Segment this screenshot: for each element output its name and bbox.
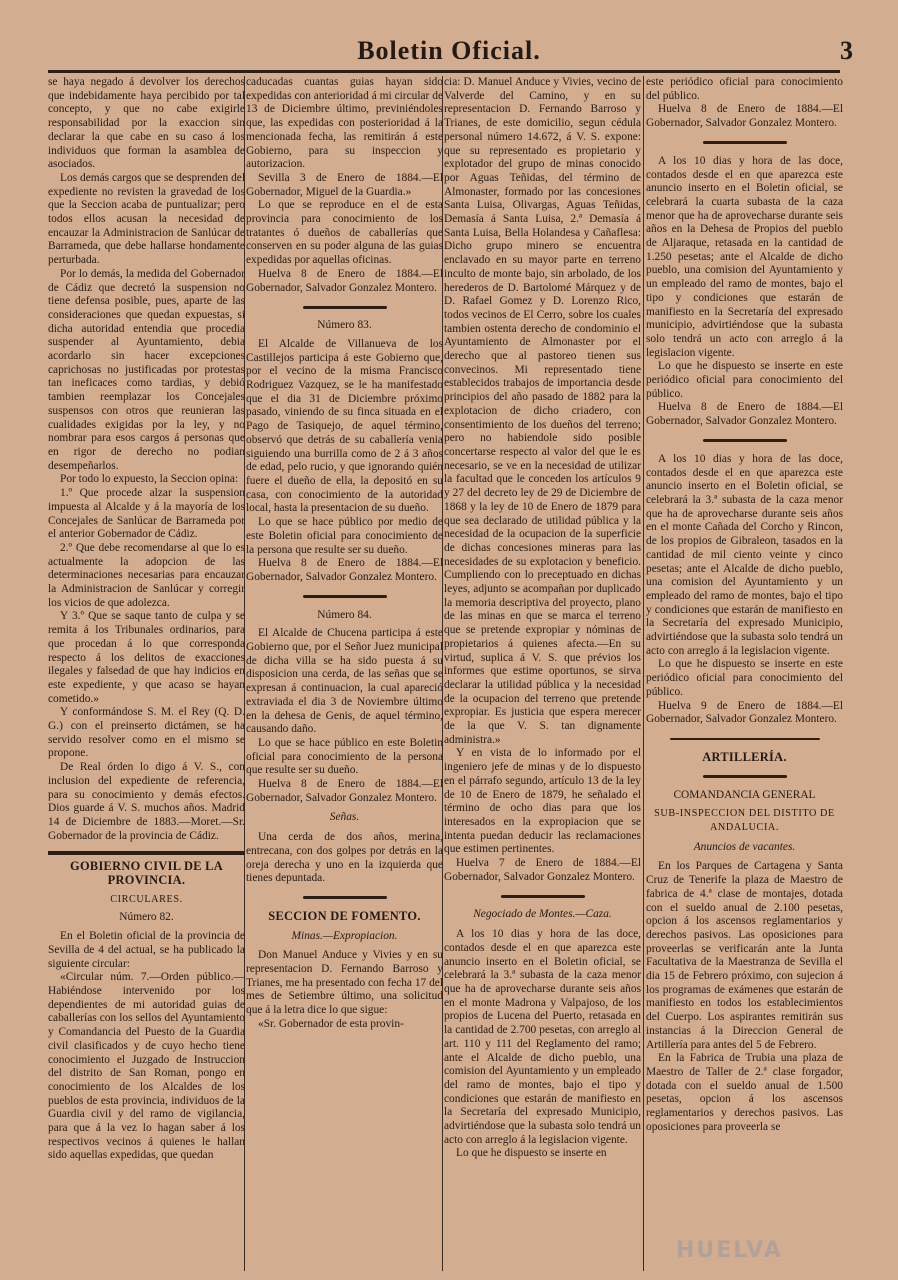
item-number: Número 84. (317, 608, 372, 621)
paragraph: Don Manuel Anduce y Vivies y en su representacion D. Fernando Barroso y Trianes, me ha presentado con fecha 17 del mes de Setiembre último, una solicitud que á la letra dice lo que sigue: (246, 949, 443, 1017)
newspaper-title: Boletin Oficial. (357, 36, 541, 65)
paragraph: Huelva 9 de Enero de 1884.—El Gobernador, Salvador Gonzalez Montero. (646, 699, 843, 726)
column-3 (444, 76, 641, 1271)
paragraph: Huelva 8 de Enero de 1884.—El Gobernador, Salvador Gonzalez Montero. (246, 557, 443, 583)
paragraph: A los 10 dias y hora de las doce, contados desde el en que aparezca este anuncio inserto en el Boletin oficial, se celebrará la 3.ª subasta de la caza menor que ha de aprovecharse durante seis años en el monte Madrona y Valpajoso, de los propios de Lucena del Puerto, retasada en la cantidad de 2.700 pesetas, con arreglo al art. 110 y 111 del Reglamento del ramo; ante el Alcalde de dicho pueblo, una comision del Ayuntamiento y un empleado del ramo de montes, bajo el tipo y condiciones que estarán de manifiesto en la Secretaría del expresado Municipio, advirtiéndose que la subasta solo tendrá un acto con arreglo á la legislacion vigente. (444, 928, 641, 1146)
paragraph: Sevilla 3 de Enero de 1884.—El Gobernador, Miguel de la Guardia.» (246, 171, 443, 198)
paragraph: Lo que se hace público en este Boletin oficial para conocimiento de la persona que resulte ser su dueño. (246, 736, 443, 777)
archive-watermark: HUELVA (676, 1238, 783, 1263)
section-rule (48, 851, 245, 855)
column-2 (246, 76, 443, 1271)
subheading: Anuncios de vacantes. (693, 840, 796, 853)
column-4 (646, 76, 843, 1271)
paragraph: Huelva 8 de Enero de 1884.—El Gobernador, Salvador Gonzalez Montero. (646, 401, 843, 428)
paragraph: Lo que he dispuesto se inserte en este periódico oficial para conocimiento del público. (646, 658, 843, 698)
section-heading: ARTILLERÍA. (702, 749, 787, 764)
separator (646, 435, 843, 447)
paragraph: En los Parques de Cartagena y Santa Cruz de Tenerife la plaza de Maestro de fabrica de 4.ª clase de montajes, dotada con el sueldo anual de 2.100 pesetas, opcion á los ascensos reglamentarios y derechos pasivos. Las oposiciones para proveerlas se verificarán ante la Junta Facultativa de la Maestranza de Sevilla el dia 15 de Febrero próximo, con sujecion á los programas de exámenes que estarán de manifiesto en todos los establecimientos del Cuerpo. Los aspirantes remitirán sus instancias á la Direccion General de Artillería para antes del 5 de Febrero. (646, 860, 843, 1051)
paragraph: Huelva 8 de Enero de 1884.—El Gobernador, Salvador Gonzalez Montero. (246, 778, 443, 804)
subheading: Señas. (329, 811, 360, 824)
paragraph: A los 10 dias y hora de las doce, contados desde el en que aparezca este anuncio inserto en el Boletin oficial, se celebrará la cuarta subasta de la caza menor que ha de aprovecharse durante seis años en la Dehesa de Propios del pueblo de Aljaraque, retasada en la cantidad de 1.250 pesetas; ante el Alcalde de dicho pueblo, una comision del Ayuntamiento y un empleado del ramo de montes, bajo el tipo y condiciones que estarán de manifiesto en la Secretaría del expresado municipio, advirtiéndose que la subasta solo tendrá un acto con arreglo á la legislacion vigente. (646, 154, 843, 359)
paragraph: este periódico oficial para conocimiento del público. (646, 76, 843, 102)
separator (646, 137, 843, 149)
header-rule (48, 70, 840, 73)
paragraph: El Alcalde de Chucena participa á este Gobierno que, por el Señor Juez municipal de dicha villa se ha sido puesta á su disposicion una cerda, de las señas que se expresan á continuacion, la cual apareció extraviada el dia 3 de Noviembre último en la dehesa de Genis, de aquel término, causando daño. (246, 627, 443, 736)
item-number: Número 82. (119, 911, 174, 924)
separator (246, 301, 443, 313)
paragraph: se haya negado á devolver los derechos que indebidamente haya percibido por tal concepto, y que no cabe exigirle responsabilidad por la exaccion sin declarar la que cabe en su caso á los individuos que forman la asamblea de asociados. (48, 76, 245, 171)
paragraph: Lo que he dispuesto se inserte en este periódico oficial para conocimiento del público. (646, 360, 843, 400)
subheading: Minas.—Expropiacion. (291, 929, 398, 942)
paragraph: Lo que he dispuesto se inserte en (456, 1147, 607, 1160)
paragraph: De Real órden lo digo á V. S., con inclusion del expediente de referencia, para su conocimiento y demás efectos. Dios guarde á V. S. muchos años. Madrid 14 de Diciembre de 1883.—Moret.—Sr. Gobernador de la provincia de Cádiz. (48, 761, 245, 842)
paragraph: Y 3.º Que se saque tanto de culpa y se remita á los Tribunales ordinarios, para que procedan á lo que corresponda respecto á los delitos de exacciones ilegales y falsedad de que hay indicios en este expediente, y que acaso se hayan cometido.» (48, 610, 245, 705)
paragraph: En la Fabrica de Trubia una plaza de Maestro de Taller de 2.ª clase forgador, dotada con el sueldo anual de 1.500 pesetas, opcion á los ascensos reglamentarios y derechos pasivos. Las oposiciones para proveerla se (646, 1052, 843, 1133)
column-divider (643, 76, 644, 1271)
paragraph: Huelva 8 de Enero de 1884.—El Gobernador, Salvador Gonzalez Montero. (246, 267, 443, 294)
separator (646, 733, 843, 745)
paragraph: Lo que se hace público por medio de este Boletin oficial para conocimiento de la persona que resulte ser su dueño. (246, 516, 443, 556)
paragraph: Por lo demás, la medida del Gobernador de Cádiz que decretó la suspension no tiene defensa posible, pues, aparte de las consideraciones que quedan expuestas, si dicha autoridad entendia que procedia suspender al Ayuntamiento, debia acordarlo sin hacer excepciones caprichosas no justificadas por protestas tan ineficaces como tardias, y debió tambien reemplazar los Concejales suspensos con otros que reunieran las cualidades exigidas por la ley, y no nombrar para esos cargos á personas que en rigor de derecho no podian desempeñarlos. (48, 267, 245, 472)
paragraph: El Alcalde de Villanueva de los Castillejos participa á este Gobierno que, por el vecino de la misma Francisco Rodriguez Vazquez, se le ha manifestado que el dia 31 de Diciembre próximo pasado, viniendo de su finca situada en el Pago de Tasiquejo, de aquel término, observó que detrás de su caballería venia siguiendo una burrilla como de 2 á 3 años de edad, pelo rucio, y que ignorando quién fuere el dueño de ella, la depositó en su casa, con conocimiento de la autoridad local, hasta la presentacion de su dueño. (246, 337, 443, 515)
subheading: SUB-INSPECCION DEL DISTITO DE ANDALUCIA. (654, 808, 835, 834)
page-number: 3 (840, 36, 853, 65)
paragraph: «Circular núm. 7.—Orden público.—Habiéndose intervenido por los dependientes de mi autoridad guias de caballerías con los sellos del Ayuntamiento y Comandancia del Puesto de la Guardia civil clasificados y de cuyo hecho tiene conocimiento el Juzgado de Instruccion del distrito de San Roman, pongo en conocimiento de los Alcaldes de los pueblos de esta provincia, individuos de la Guardia civil y del ramo de vigilancia, para que á la vez lo hagan saber á los respectivos vecinos á quienes le hallan sido aquellas expedidas, que quedan (48, 971, 245, 1162)
paragraph: Lo que se reproduce en el de esta provincia para conocimiento de los tratantes ó dueños de caballerías que conserven en su poder alguna de las guias expedidas por aquellas oficinas. (246, 199, 443, 267)
paragraph: Una cerda de dos años, merina, entrecana, con dos golpes por detrás en la oreja derecha y uno en la izquierda que tienes depuntada. (246, 831, 443, 885)
paragraph: A los 10 dias y hora de las doce, contados desde el en que aparezca este anuncio inserto en el Boletin oficial, se celebrará la 3.ª subasta de la caza menor que ha de aprovecharse durante seis años en el monte Cañada del Corcho y Rincon, de los propios de Gibraleon, tasados en la cantidad de mil ciento veinte y cinco pesetas; ante el Alcalde de dicho pueblo, una comision del Ayuntamiento y un empleado del ramo de montes, bajo el tipo y condiciones que estarán de manifiesto en la Secretaría del expresado Municipio, advirtiéndose que la subasta solo tendrá un acto con arreglo á la legislacion vigente. (646, 452, 843, 657)
paragraph: En el Boletin oficial de la provincia de Sevilla de 4 del actual, se ha publicado la siguiente circular: (48, 930, 245, 970)
paragraph: Los demás cargos que se desprenden del expediente no revisten la gravedad de los que la Seccion acaba de puntualizar; pero todos ellos acusan la necesidad de encauzar la Administracion de Sanlúcar de Barrameda, que debe hallarse hondamente perturbada. (48, 171, 245, 267)
subheading: CIRCULARES. (110, 893, 183, 905)
paragraph: Por todo lo expuesto, la Seccion opina: (60, 473, 239, 486)
separator (444, 890, 641, 902)
section-heading: GOBIERNO CIVIL DE LA PROVINCIA. (70, 859, 223, 888)
paragraph: cia: D. Manuel Anduce y Vivies, vecino de Valverde del Camino, y en su representacion D. Fernando Barroso y Trianes, de este domicilio, segun cédula personal número 14.672, á V. S. expone: que su representado es propietario y explotador del grupo de minas conocido por Aguas Teñidas, del término de Almonaster, formado por las concesiones Santa Luisa, Olivargas, Aguas Teñidas, Demasía á Santa Luisa, 2.ª Demasía á Santa Luisa, Bella Holandesa y Cañaflesa: Dicho grupo minero se encuentra enclavado en su mayor parte en terreno inculto de monte bajo, sin arbolado, de los herederos de D. Bartolomé Márquez y de D. Rafael Gomez y D. Lorenzo Rico, todos vecinos de El Cerro, sobre los cuales tambien ostenta derecho de condominio el Ayuntamiento de Almonaster por el derecho que al pastoreo tienen sus convecinos. Mi representado tiene establecidos trabajos de importancia desde principios del año pasado de 1882 para la explotacion de dicho criadero, con consentimiento de los dueños del terreno; pero no habiendole sido posible concertarse respecto al valor del que le es necesario, se ve en la necesidad de utilizar la facultad que le conceden los artículos 9 y 27 del decreto ley de 29 de Diciembre de 1868 y la ley de 10 de Enero de 1879 para que sea declarado de utilidad pública y la necesidad de la ocupacion de la superficie de dichas concesiones mineras para las necesidades de su explotacion y beneficio. Cumpliendo con lo preceptuado en dichas leyes, adjunto se acompañan por duplicado la memoria descriptiva del proyecto, plano de las minas en que se marca el terreno que se pretende expropiar y nóminas de propietarios á quienes afecta.—En su virtud, suplica á V. S. que prévios los informes que estime oportunos, se sirva declarar la utilidad pública y la necesidad de la ocupacion del terreno que pretende expropiar. Es justicia que espera merecer de la que V. S. tan dignamente administra.» (444, 76, 641, 746)
subheading: Negociado de Montes.—Caza. (473, 908, 612, 921)
paragraph: «Sr. Gobernador de esta provin- (258, 1017, 404, 1030)
paragraph: Y en vista de lo informado por el ingeniero jefe de minas y de lo dispuesto en el párrafo segundo, artículo 13 de la ley de 10 de Enero de 1879, he señalado el término de ocho dias para que los interesados en la expropiacion que se intenta puedan deducir las reclamaciones que estimen pertinentes. (444, 747, 641, 856)
paragraph: caducadas cuantas guias hayan sido expedidas con anterioridad á mi circular de 13 de Diciembre último, previniéndoles que, las expedidas con posterioridad á la mencionada fecha, las remitirán á este Gobierno, para su inspeccion y autorizacion. (246, 76, 443, 171)
paragraph: Huelva 8 de Enero de 1884.—El Gobernador, Salvador Gonzalez Montero. (646, 103, 843, 130)
separator (646, 771, 843, 783)
separator (246, 591, 443, 603)
item-number: Número 83. (317, 319, 372, 332)
paragraph: 2.º Que debe recomendarse al que lo es actualmente la adopcion de las determinaciones necesarias para encauzar la Administracion de Sanlúcar y corregir los vicios de que adolezca. (48, 541, 245, 609)
subheading: COMANDANCIA GENERAL (673, 788, 816, 801)
column-1 (48, 76, 245, 1271)
section-heading: SECCION DE FOMENTO. (268, 908, 421, 923)
separator (246, 892, 443, 904)
paragraph: Huelva 7 de Enero de 1884.—El Gobernador, Salvador Gonzalez Montero. (444, 857, 641, 883)
paragraph: Y conformándose S. M. el Rey (Q. D. G.) con el preinserto dictámen, se ha servido resolver como en el mismo se propone. (48, 706, 245, 760)
paragraph: 1.º Que procede alzar la suspension impuesta al Alcalde y á la mayoría de los Concejales de Sanlúcar de Barrameda por el anterior Gobernador de Cádiz. (48, 487, 245, 541)
